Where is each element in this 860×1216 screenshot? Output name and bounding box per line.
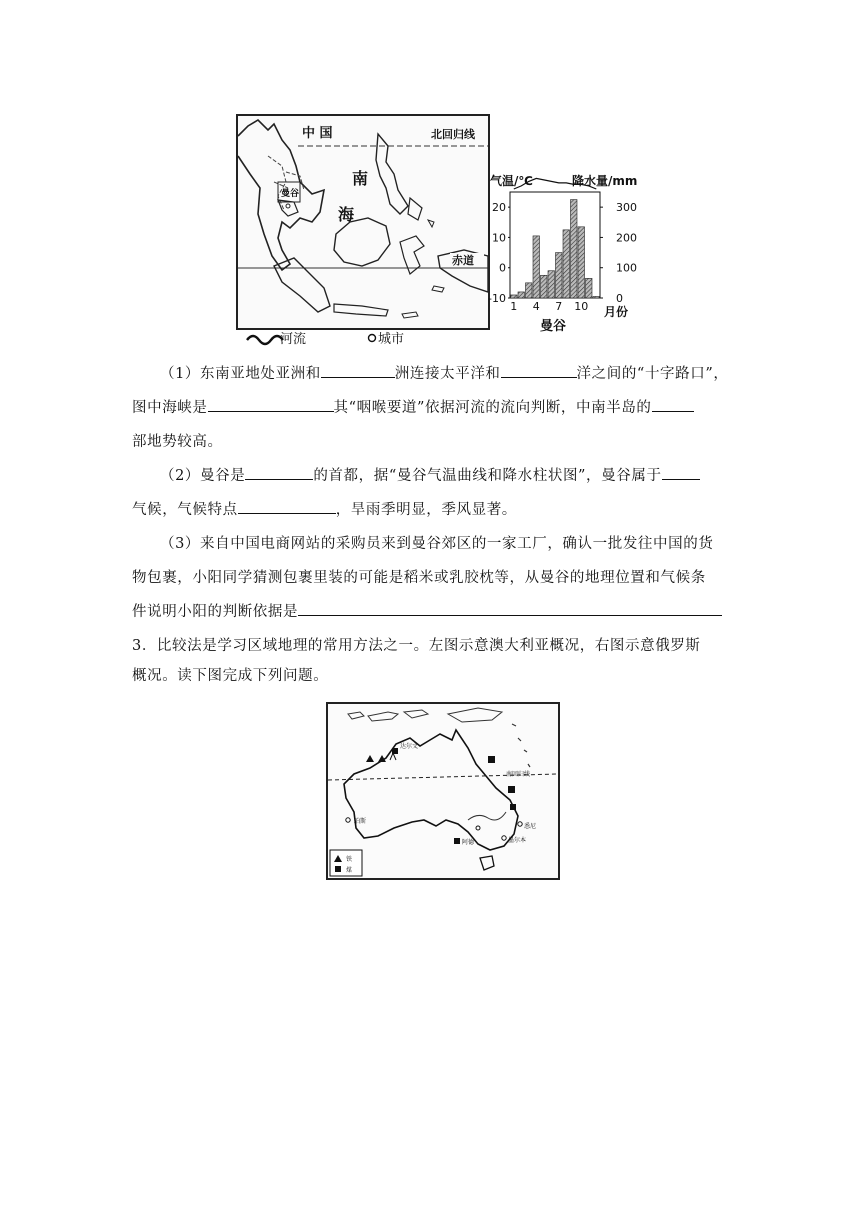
right-tick-label: 0 bbox=[616, 292, 623, 305]
q1-blank-direction[interactable] bbox=[652, 397, 694, 412]
q2-text-b: 的首都，据“曼谷气温曲线和降水柱状图”，曼谷属于 bbox=[313, 468, 662, 484]
q1-text-e: 其“咽喉要道”依据河流的流向判断，中南半岛的 bbox=[333, 400, 652, 416]
precip-bar bbox=[518, 292, 525, 298]
x-tick-label: 1 bbox=[510, 300, 518, 313]
q1-blank-ocean[interactable] bbox=[501, 363, 577, 378]
adelaide-label: 阿德 bbox=[462, 839, 475, 846]
precip-bar bbox=[541, 275, 548, 298]
darwin-label: 达尔文 bbox=[400, 743, 419, 750]
iron-legend-label: 铁 bbox=[346, 856, 353, 863]
left-axis-title: 气温/℃ bbox=[490, 174, 533, 188]
city-legend-label: 城市 bbox=[378, 332, 405, 347]
perth-label: 珀斯 bbox=[354, 818, 367, 825]
sydney-label: 悉尼 bbox=[524, 823, 537, 830]
q3-line-1: （3）来自中国电商网站的采购员来到曼谷郊区的一家工厂，确认一批发往中国的货 bbox=[160, 536, 714, 552]
chart-x-title: 曼谷 bbox=[540, 319, 567, 334]
left-tick-label: -10 bbox=[488, 292, 506, 305]
tropic-of-capricorn-label: 南回归线 bbox=[506, 771, 531, 778]
q2-blank-feature[interactable] bbox=[238, 499, 336, 514]
southeast-asia-map-drawing bbox=[238, 116, 488, 328]
sea-label-1: 南 bbox=[352, 169, 369, 188]
precip-bar bbox=[526, 283, 533, 298]
q1-text-b: 洲连接太平洋和 bbox=[394, 366, 501, 382]
china-label: 中 国 bbox=[302, 126, 333, 141]
river-legend-label: 河流 bbox=[280, 332, 307, 347]
q2-blank-country[interactable] bbox=[245, 465, 313, 480]
tropic-label: 北回归线 bbox=[431, 128, 475, 141]
precip-bar bbox=[533, 236, 540, 298]
precip-bar bbox=[548, 271, 555, 298]
q2-line-2 bbox=[132, 498, 517, 519]
sea-label-2: 海 bbox=[338, 205, 355, 224]
right-axis-title: 降水量/mm bbox=[572, 174, 638, 188]
x-tick-label: 4 bbox=[532, 300, 540, 313]
q1-text-d: 图中海峡是 bbox=[132, 400, 208, 416]
chart-x-unit: 月份 bbox=[604, 305, 629, 319]
q2-text-d: ，旱雨季明显，季风显著。 bbox=[335, 502, 517, 518]
precip-bar bbox=[556, 253, 563, 298]
bangkok-label: 曼谷 bbox=[281, 189, 300, 199]
precip-bar bbox=[586, 278, 593, 298]
coal-legend-label: 煤 bbox=[346, 867, 353, 874]
precip-bar bbox=[593, 296, 600, 298]
right-tick-label: 300 bbox=[616, 201, 637, 215]
q3-line-3 bbox=[132, 600, 722, 621]
q1-blank-continent[interactable] bbox=[321, 363, 395, 378]
precip-bar bbox=[571, 200, 578, 298]
left-tick-label: 0 bbox=[499, 261, 506, 275]
left-tick-label: 20 bbox=[492, 201, 506, 215]
x-tick-label: 10 bbox=[574, 300, 589, 313]
q3-blank-reason[interactable] bbox=[298, 601, 722, 616]
q2-text-c: 气候，气候特点 bbox=[132, 502, 238, 518]
precip-bar bbox=[563, 230, 570, 298]
southeast-asia-map bbox=[236, 114, 490, 330]
q1-line-2 bbox=[132, 396, 694, 417]
q1-line-3: 部地势较高。 bbox=[132, 434, 223, 450]
bangkok-climate-chart bbox=[482, 168, 638, 334]
item3-line-2: 概况。读下图完成下列问题。 bbox=[132, 668, 329, 684]
q1-line-1 bbox=[160, 362, 728, 383]
australia-map-drawing bbox=[328, 704, 558, 878]
chart-plot-area bbox=[488, 178, 637, 313]
q2-line-1 bbox=[160, 464, 700, 485]
right-tick-label: 100 bbox=[616, 261, 637, 275]
q3-line-2: 物包裹，小阳同学猜测包裹里装的可能是稻米或乳胶枕等，从曼谷的地理位置和气候条 bbox=[132, 570, 706, 586]
q2-blank-climate-type[interactable] bbox=[662, 465, 700, 480]
q3-text: 件说明小阳的判断依据是 bbox=[132, 604, 299, 620]
q1-text-a: （1）东南亚地处亚洲和 bbox=[160, 366, 321, 382]
q1-text-c: 洋之间的“十字路口”， bbox=[576, 366, 729, 382]
x-tick-label: 7 bbox=[555, 300, 563, 313]
item3-line-1: 3．比较法是学习区域地理的常用方法之一。左图示意澳大利亚概况，右图示意俄罗斯 bbox=[132, 638, 701, 654]
equator-label: 赤道 bbox=[452, 254, 474, 267]
right-tick-label: 200 bbox=[616, 231, 637, 245]
precip-bar bbox=[578, 227, 585, 298]
q2-text-a: （2）曼谷是 bbox=[160, 468, 246, 484]
q1-blank-strait[interactable] bbox=[208, 397, 334, 412]
precip-bar bbox=[511, 295, 518, 298]
left-tick-label: 10 bbox=[492, 231, 506, 245]
melbourne-label: 墨尔本 bbox=[508, 837, 527, 844]
australia-map bbox=[326, 702, 560, 880]
